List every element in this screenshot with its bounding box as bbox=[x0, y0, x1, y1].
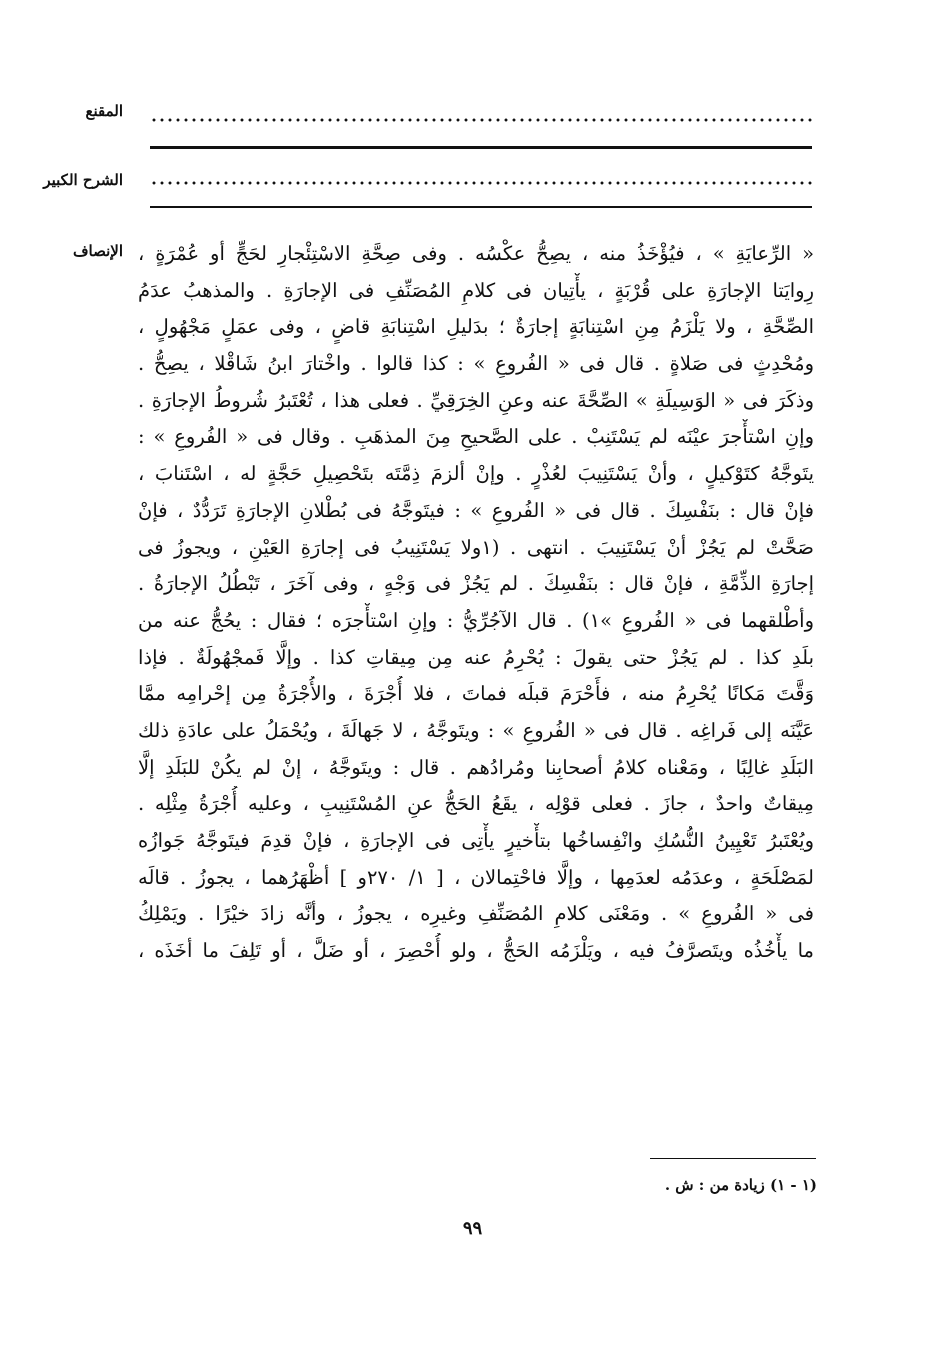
text-line: فى « الفُروعِ » . ومَعْنَى كلامِ المُصَنِّفِ وغيرِه ، يجوزُ ، وأنَّه زادَ خيْرًا . ويَمْلِكُ bbox=[138, 902, 814, 926]
text-line: عَيَّنَه إلى فَراغِه . قال فى « الفُروعِ » : ويتَوجَّهُ ، لا جَهالَةَ ، ويُحْمَلُ على عادَةِ ذلك bbox=[138, 718, 814, 742]
text-line: البَلَدِ غالِبًا ، ومَعْناه كلامُ أصحابِنا ومُرادُهم . قال : ويتَوجَّهُ ، إنْ لم يكُنْ للبَلَدِ إلَّا bbox=[138, 755, 814, 779]
text-line: وَقَّتَ مَكانًا يُحْرِمُ منه ، فأَحْرَمَ قبلَه فماتَ ، فلا أُجْرَةَ ، والأُجْرَةُ مِن إحْرامِه ممَّا bbox=[138, 682, 814, 706]
footnote: (١ - ١) زيادة من : ش . bbox=[664, 1176, 817, 1194]
insaf-label: الإنصاف bbox=[72, 242, 123, 260]
text-line: وذكَرَ فى « الوَسِيلَةِ » الصِّحَّةَ عنه وعنِ الخِرَقِيِّ . فعلى هذا ، تُعْتَبرُ شُروطُ الإجارَةِ . bbox=[138, 388, 814, 412]
text-line: بلَدِ كذا . لم يَجُزْ حتى يقولَ : يُحْرِمُ عنه مِن مِيقاتِ كذا . وإلَّا فَمجْهُولَةٌ . فإذا bbox=[138, 645, 814, 669]
text-line: مِيقاتٌ واحدٌ ، جازَ . فعلى قوْلِه ، يقَعُ الحَجُّ عنِ المُسْتَنِيبِ ، وعليه أُجْرَةُ مِثْلِه . bbox=[138, 792, 814, 816]
text-line: وإنِ اسْتأْجرَ عيْنَه لم يَسْتَنِبْ . على الصَّحيحِ مِنَ المذهَبِ . وقال فى « الفُروعِ » : bbox=[138, 425, 814, 449]
sharh-dotted-line bbox=[150, 181, 812, 185]
text-line: رِوايَتا الإجارَةِ على قُرْبَةٍ ، يأْتِيان فى كلامِ المُصَنِّفِ فى الإجارَةِ . والمذهبُ عدَمُ bbox=[138, 278, 814, 302]
text-line: ومُحْدِثٍ فى صَلاةٍ . قال فى « الفُروعِ » : كذا قالوا . واخْتارَ ابنُ شَاقْلا ، يصِحُّ . bbox=[138, 352, 814, 376]
text-line: الصِّحَّةِ ، ولا يَلْزَمُ مِنِ اسْتِنابَةٍ إجارَةٌ ؛ بدَليلِ اسْتِنابَةِ قاضٍ ، وفى عمَلٍ مَجْهُولٍ ، bbox=[138, 315, 814, 339]
text-line: لمَصْلَحَةٍ ، وعدَمُه لعدَمِها ، وإلَّا فاحْتِمالان ، [ ١/ ٢٧٠و ] أظْهَرُهما ، يجوزُ . قالَه bbox=[138, 865, 814, 889]
sharh-label: الشرح الكبير bbox=[43, 171, 123, 189]
text-line: صَحَّتْ لم يَجُزْ أنْ يَسْتَنِيبَ . انتهى . (١ولا يَسْتَنِيبُ فى إجارَةِ العَيْنِ ، ويجوزُ فى bbox=[138, 535, 814, 559]
text-line: يتَوجَّهُ كتَوْكيلٍ ، وأنْ يَسْتَنِيبَ لعُذْرٍ . وإنْ ألزمَ ذِمَّتَه بتَحْصِيلِ حَجَّةٍ له ، اسْتَنابَ ، bbox=[138, 462, 814, 486]
text-line: ويُعْتَبرُ تَعْيِينُ النُّسُكِ وانْفِساخُها بتأْخيرٍ يأْتِى فى الإجارَةِ ، فإنْ قدِمَ فيتَوجَّهُ جَوازُه bbox=[138, 829, 814, 852]
text-line: وأطْلقهما فى « الفُروعِ »١) . قال الآجُرِّيُّ : وإنِ اسْتأْجرَه ؛ فقال : يحُجُّ عنه من bbox=[138, 608, 814, 632]
insaf-body-text bbox=[138, 236, 814, 970]
text-line: « الرِّعايَةِ » ، فيُؤْخَذُ منه ، يصِحُّ عكْسُه . وفى صِحَّةِ الاسْتِئْجارِ لحَجٍّ أو عُمْرَةٍ ، bbox=[138, 242, 814, 265]
footnote-rule bbox=[650, 1158, 816, 1159]
section-thin-rule bbox=[150, 206, 812, 208]
section-thick-rule bbox=[150, 146, 812, 149]
text-line: ما يأْخُذُه ويتَصرَّفُ فيه ، ويَلْزَمُه الحَجُّ ، ولو أُحْصِرَ ، أو ضَلَّ ، أو تَلِفَ ما أخَذَه ، bbox=[138, 939, 814, 963]
muqni-dotted-line bbox=[150, 118, 812, 122]
muqni-label: المقنع bbox=[85, 102, 123, 120]
text-line: فإنْ قال : بنَفْسِكَ . قال فى « الفُروعِ » : فيتَوجَّهُ فى بُطْلانِ الإجارَةِ تَرَدُّدٌ ، فإنْ bbox=[138, 498, 814, 522]
text-line: إجارَةِ الذِّمَّةِ ، فإنْ قال : بنَفْسِكَ . لم يَجُزْ فى وَجْهٍ ، وفى آخَرَ ، تَبْطُلُ الإجارَةُ . bbox=[138, 572, 814, 596]
page-number: ٩٩ bbox=[462, 1218, 483, 1239]
